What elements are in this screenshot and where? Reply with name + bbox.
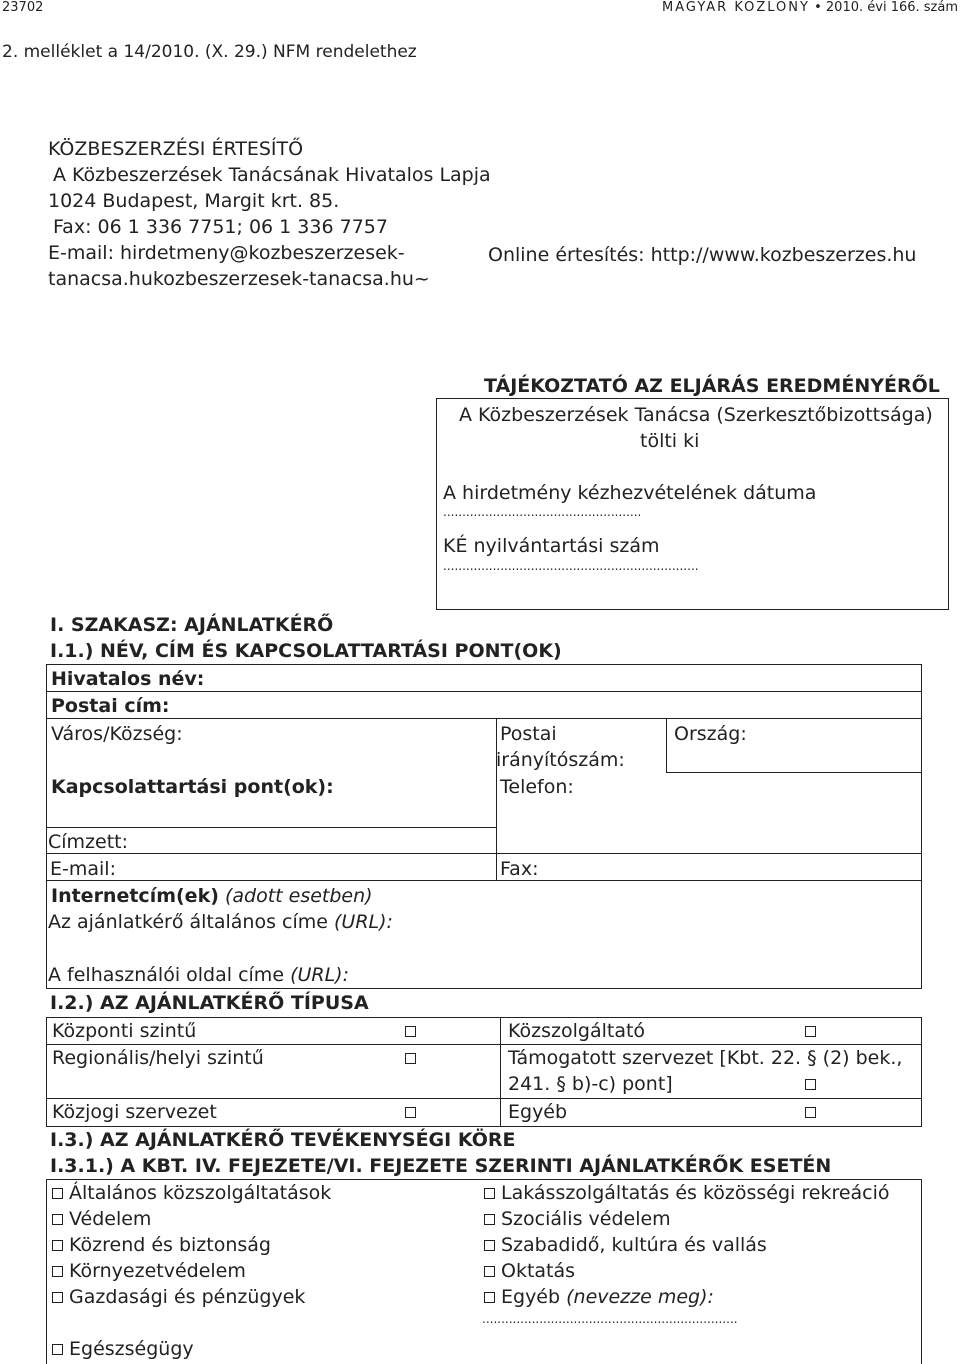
checkbox-health[interactable] [52, 1344, 63, 1355]
section-1-heading: I. SZAKASZ: AJÁNLATKÉRŐ [50, 614, 334, 636]
checkbox-subsidised[interactable] [805, 1079, 816, 1090]
activity-education[interactable] [484, 1258, 575, 1284]
receipt-date-label: A hirdetmény kézhezvételének dátuma [443, 482, 817, 504]
activity-other-label: Egyéb [501, 1286, 561, 1308]
city-label[interactable]: Város/Község: [51, 723, 183, 745]
contact-points-label[interactable]: Kapcsolattartási pont(ok): [51, 776, 334, 798]
section-1-1-heading: I.1.) NÉV, CÍM ÉS KAPCSOLATTARTÁSI PONT(OK) [50, 640, 562, 662]
general-url-label[interactable] [48, 909, 393, 935]
activity-label: Közrend és biztonság [69, 1234, 271, 1256]
activity-recreation[interactable] [484, 1232, 767, 1258]
activity-social-protection[interactable] [484, 1206, 671, 1232]
section-1-3-1-heading: I.3.1.) A KBT. IV. FEJEZETE/VI. FEJEZETE SZERINTI AJÁNLATKÉRŐK ESETÉN [50, 1155, 832, 1177]
activity-label: Általános közszolgáltatások [69, 1182, 332, 1204]
notice-title: TÁJÉKOZTATÓ AZ ELJÁRÁS EREDMÉNYÉRŐL [484, 375, 940, 397]
activity-health[interactable] [52, 1336, 194, 1362]
notice-subtitle-1: A Közbeszerzések Tanácsa (Szerkesztőbizottsága) [459, 404, 933, 426]
checkbox-economic-financial[interactable] [52, 1292, 63, 1303]
page-number: 23702 [2, 0, 44, 15]
activity-general-public-services[interactable] [52, 1180, 331, 1206]
postal-address-label[interactable]: Postai cím: [51, 695, 170, 717]
checkbox-other-activity[interactable] [484, 1292, 495, 1303]
country-label[interactable]: Ország: [674, 723, 747, 745]
activity-label: Szabadidő, kultúra és vallás [501, 1234, 767, 1256]
activity-environment[interactable] [52, 1258, 246, 1284]
buyer-type-public-law: Közjogi szervezet [52, 1101, 217, 1123]
activity-other-field[interactable]: ................................................................... [482, 1312, 738, 1326]
buyer-url-text: A felhasználói oldal címe [48, 964, 285, 986]
journal-header [662, 0, 958, 15]
activity-label: Gazdasági és pénzügyek [69, 1286, 306, 1308]
general-url-italic: (URL): [334, 911, 393, 933]
activity-label: Szociális védelem [501, 1208, 671, 1230]
activity-other-italic: (nevezze meg): [566, 1286, 714, 1308]
checkbox-general-public-services[interactable] [52, 1188, 63, 1199]
buyer-type-other: Egyéb [508, 1101, 568, 1123]
checkbox-housing[interactable] [484, 1188, 495, 1199]
fax-label[interactable]: Fax: [500, 858, 539, 880]
checkbox-regional[interactable] [405, 1053, 416, 1064]
checkbox-recreation[interactable] [484, 1240, 495, 1251]
online-notification: Online értesítés: http://www.kozbeszerzes.hu [488, 244, 917, 266]
activity-label: Védelem [69, 1208, 152, 1230]
activity-other[interactable] [484, 1284, 714, 1310]
checkbox-public-order[interactable] [52, 1240, 63, 1251]
buyer-type-subsidised-2: 241. § b)-c) pont] [508, 1073, 673, 1095]
checkbox-utility[interactable] [805, 1026, 816, 1037]
activity-housing[interactable] [484, 1180, 890, 1206]
activity-label: Környezetvédelem [69, 1260, 246, 1282]
registry-number-field[interactable]: ................................................................... [443, 559, 699, 573]
publisher-email-2: tanacsa.hukozbeszerzesek-tanacsa.hu~ [48, 268, 430, 290]
buyer-profile-url-label[interactable] [48, 962, 349, 988]
activity-label: Egészségügy [69, 1338, 194, 1360]
activity-economic-financial[interactable] [52, 1284, 305, 1310]
phone-label[interactable]: Telefon: [500, 776, 574, 798]
activity-label: Lakásszolgáltatás és közösségi rekreáció [501, 1182, 890, 1204]
header-bullet: • [814, 0, 822, 15]
checkbox-social-protection[interactable] [484, 1214, 495, 1225]
journal-name: MAGYAR KÖZLÖNY [662, 0, 810, 15]
receipt-date-field[interactable]: .................................................... [443, 505, 642, 519]
buyer-url-italic: (URL): [290, 964, 349, 986]
section-1-2-heading: I.2.) AZ AJÁNLATKÉRŐ TÍPUSA [50, 992, 369, 1014]
buyer-type-subsidised-1: Támogatott szervezet [Kbt. 22. § (2) bek., [508, 1047, 903, 1069]
notice-subtitle-2: tölti ki [640, 430, 700, 452]
checkbox-public-law[interactable] [405, 1107, 416, 1118]
checkbox-central[interactable] [405, 1026, 416, 1037]
checkbox-education[interactable] [484, 1266, 495, 1277]
publisher-subtitle: A Közbeszerzések Tanácsának Hivatalos Lapja [53, 164, 491, 186]
official-name-label[interactable]: Hivatalos név: [51, 668, 205, 690]
buyer-type-central: Központi szintű [52, 1020, 197, 1042]
postal-code-label-1[interactable]: Postai [500, 723, 557, 745]
checkbox-defence[interactable] [52, 1214, 63, 1225]
buyer-type-utility: Közszolgáltató [508, 1020, 646, 1042]
publisher-title: KÖZBESZERZÉSI ÉRTESÍTŐ [48, 138, 304, 160]
registry-number-label: KÉ nyilvántartási szám [443, 535, 660, 557]
buyer-type-regional: Regionális/helyi szintű [52, 1047, 264, 1069]
internet-label-bold: Internetcím(ek) [51, 885, 219, 907]
activity-label: Oktatás [501, 1260, 576, 1282]
publisher-email-1: E-mail: hirdetmeny@kozbeszerzesek- [48, 242, 405, 264]
email-label[interactable]: E-mail: [50, 858, 116, 880]
postal-code-label-2: irányítószám: [496, 749, 625, 771]
checkbox-environment[interactable] [52, 1266, 63, 1277]
attention-label[interactable]: Címzett: [48, 831, 129, 853]
section-1-3-heading: I.3.) AZ AJÁNLATKÉRŐ TEVÉKENYSÉGI KÖRE [50, 1129, 516, 1151]
publisher-address: 1024 Budapest, Margit krt. 85. [48, 190, 340, 212]
activity-defence[interactable] [52, 1206, 151, 1232]
publisher-fax: Fax: 06 1 336 7751; 06 1 336 7757 [53, 216, 388, 238]
issue-number: 2010. évi 166. szám [825, 0, 958, 15]
internet-label-italic: (adott esetben) [224, 885, 373, 907]
general-url-text: Az ajánlatkérő általános címe [48, 911, 328, 933]
activity-public-order[interactable] [52, 1232, 271, 1258]
internet-address-label [51, 883, 373, 909]
annex-title: 2. melléklet a 14/2010. (X. 29.) NFM rendelethez [2, 42, 417, 62]
checkbox-other-type[interactable] [805, 1107, 816, 1118]
